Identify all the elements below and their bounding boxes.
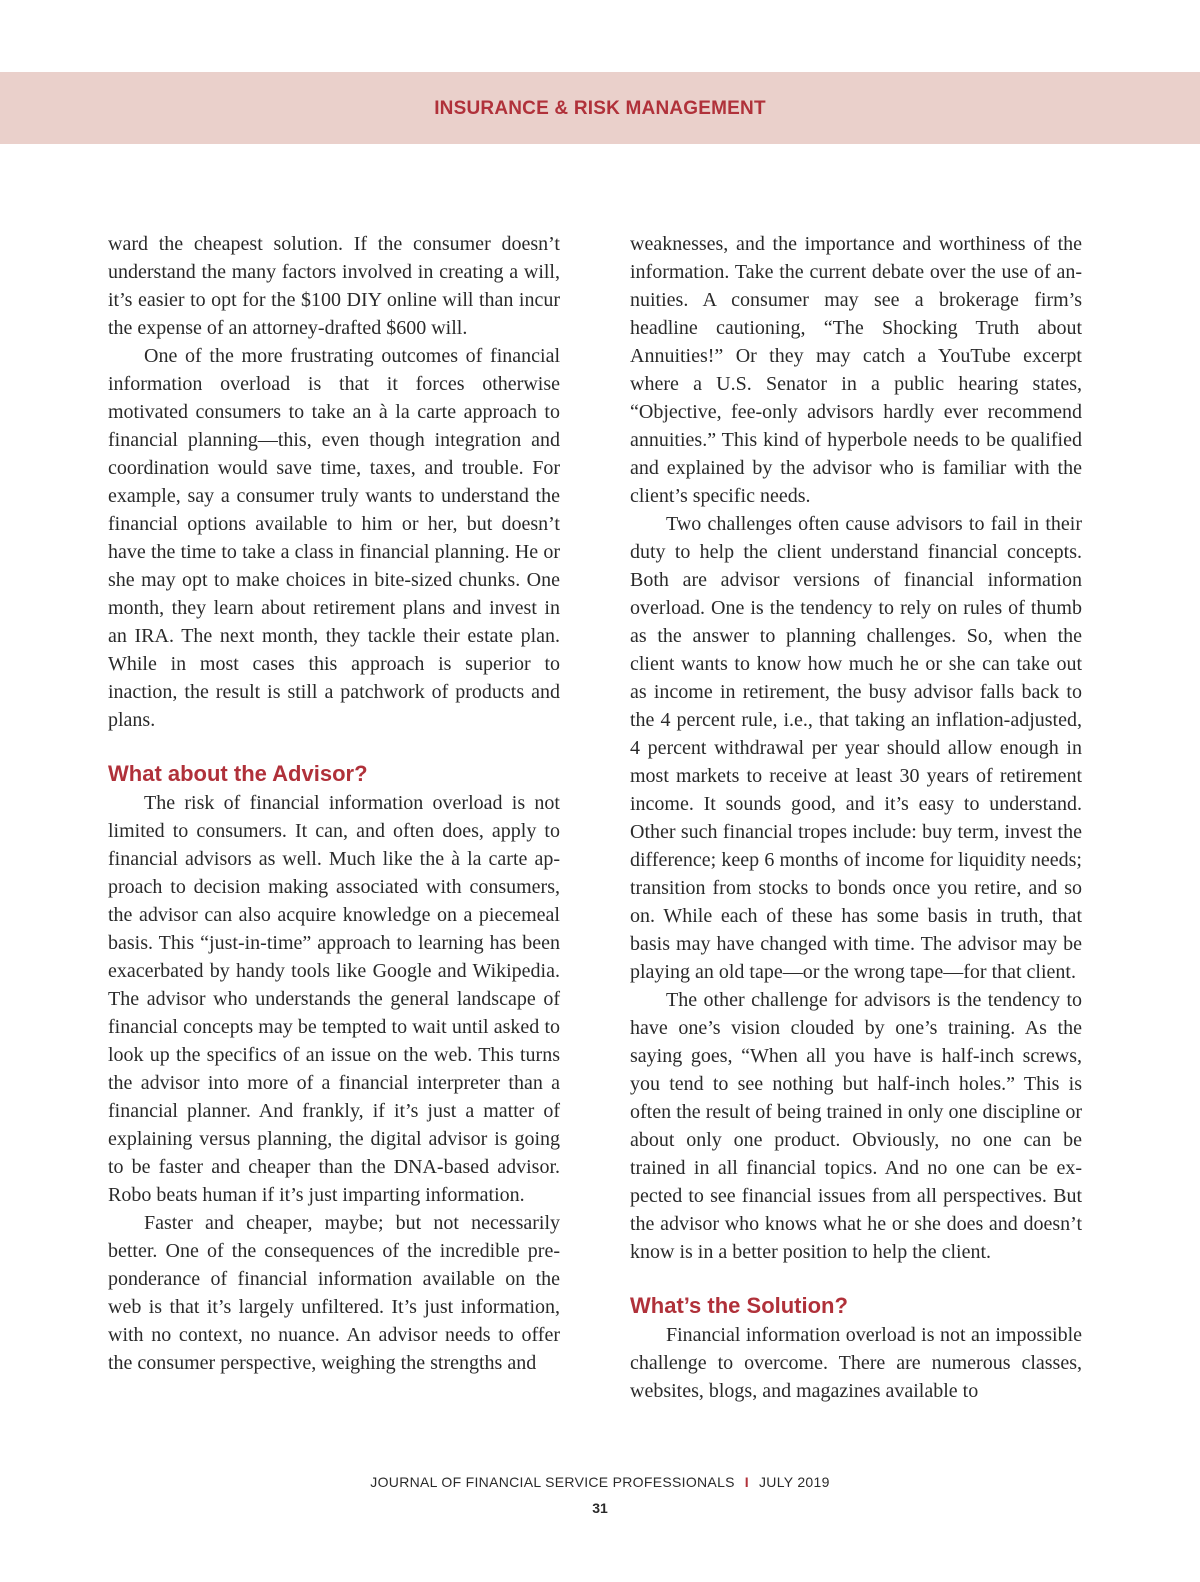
section-title: INSURANCE & RISK MANAGEMENT — [434, 98, 766, 119]
page-footer — [0, 1474, 1200, 1490]
section-heading: What’s the Solution? — [630, 1293, 848, 1318]
paragraph: One of the more frustrating outcomes of financial information overload is that it forces otherwise motivated consumers to take an à la carte approach to financial planning—this, even though integration and coordination would save time, taxes, and trouble. For example, say a consumer truly wants to understand the financial options available to him or her, but doesn’t have the time to take a class in financial planning. He or she may opt to make choices in bite-sized chunks. One month, they learn about retirement plans and invest in an IRA. The next month, they tackle their estate plan. While in most cases this approach is superior to inaction, the result is still a patchwork of products and plans. — [108, 345, 560, 731]
paragraph: The risk of financial information overload is not limited to consumers. It can, and often does, apply to financial advisors as well. Much like the à la carte approach to decision making associated with consumers, the advisor can also acquire knowledge on a piecemeal basis. This “just-in-time” approach to learning has been exacerbated by handy tools like Google and Wikipedia. The advisor who understands the general landscape of financial concepts may be tempted to wait until asked to look up the specifics of an issue on the web. This turns the advisor into more of a financial interpreter than a financial planner. And frankly, if it’s just a matter of explaining versus planning, the digital advisor is going to be faster and cheaper than the DNA-based advisor. Robo beats human if it’s just imparting information. — [108, 792, 560, 1206]
journal-name: JOURNAL OF FINANCIAL SERVICE PROFESSIONALS — [370, 1474, 735, 1490]
right-column — [630, 230, 1082, 1405]
section-heading: What about the Advisor? — [108, 761, 368, 786]
paragraph: ward the cheapest solution. If the consumer doesn’t understand the many factors involved in creating a will, it’s easier to opt for the $100 DIY online will than incur the expense of an attorney-drafted $600 will. — [108, 233, 560, 339]
page-number: 31 — [592, 1500, 608, 1516]
footer-separator: I — [744, 1474, 749, 1490]
section-banner — [0, 72, 1200, 144]
paragraph: Financial information overload is not an impossible challenge to overcome. There are numerous classes, websites, blogs, and magazines available to — [630, 1324, 1082, 1402]
paragraph: The other challenge for advisors is the tendency to have one’s vision clouded by one’s training. As the saying goes, “When all you have is half-inch screws, you tend to see nothing but half-inch holes.” This is often the result of being trained in only one discipline or about only one product. Obviously, no one can be trained in all financial topics. And no one can be expected to see financial issues from all perspectives. But the advisor who knows what he or she does and doesn’t know is in a better position to help the client. — [630, 989, 1082, 1263]
paragraph: Two challenges often cause advisors to fail in their duty to help the client understand financial concepts. Both are advisor versions of financial information overload. One is the tendency to rely on rules of thumb as the answer to planning challenges. So, when the client wants to know how much he or she can take out as income in retirement, the busy advisor falls back to the 4 percent rule, i.e., that taking an inflation-adjusted, 4 percent withdrawal per year should allow enough in most markets to receive at least 30 years of retirement income. It sounds good, and it’s easy to understand. Other such financial tropes include: buy term, invest the difference; keep 6 months of income for liquidity needs; transition from stocks to bonds once you retire, and so on. While each of these has some basis in truth, that basis may have changed with time. The advisor may be playing an old tape—or the wrong tape—for that client. — [630, 513, 1082, 983]
issue-date: JULY 2019 — [759, 1474, 830, 1490]
paragraph: weaknesses, and the importance and worthiness of the information. Take the current debate over the use of annuities. A consumer may see a brokerage firm’s headline cautioning, “The Shocking Truth about Annuities!” Or they may catch a YouTube excerpt where a U.S. Senator in a public hearing states, “Objective, fee-only advisors hardly ever recommend annuities.” This kind of hyperbole needs to be qualified and explained by the advisor who is familiar with the client’s specific needs. — [630, 233, 1082, 507]
paragraph: Faster and cheaper, maybe; but not necessarily better. One of the consequences of the incredible preponderance of financial information available on the web is that it’s largely unfiltered. It’s just information, with no context, no nuance. An advisor needs to offer the consumer perspective, weighing the strengths and — [108, 1212, 560, 1374]
left-column — [108, 230, 560, 1377]
